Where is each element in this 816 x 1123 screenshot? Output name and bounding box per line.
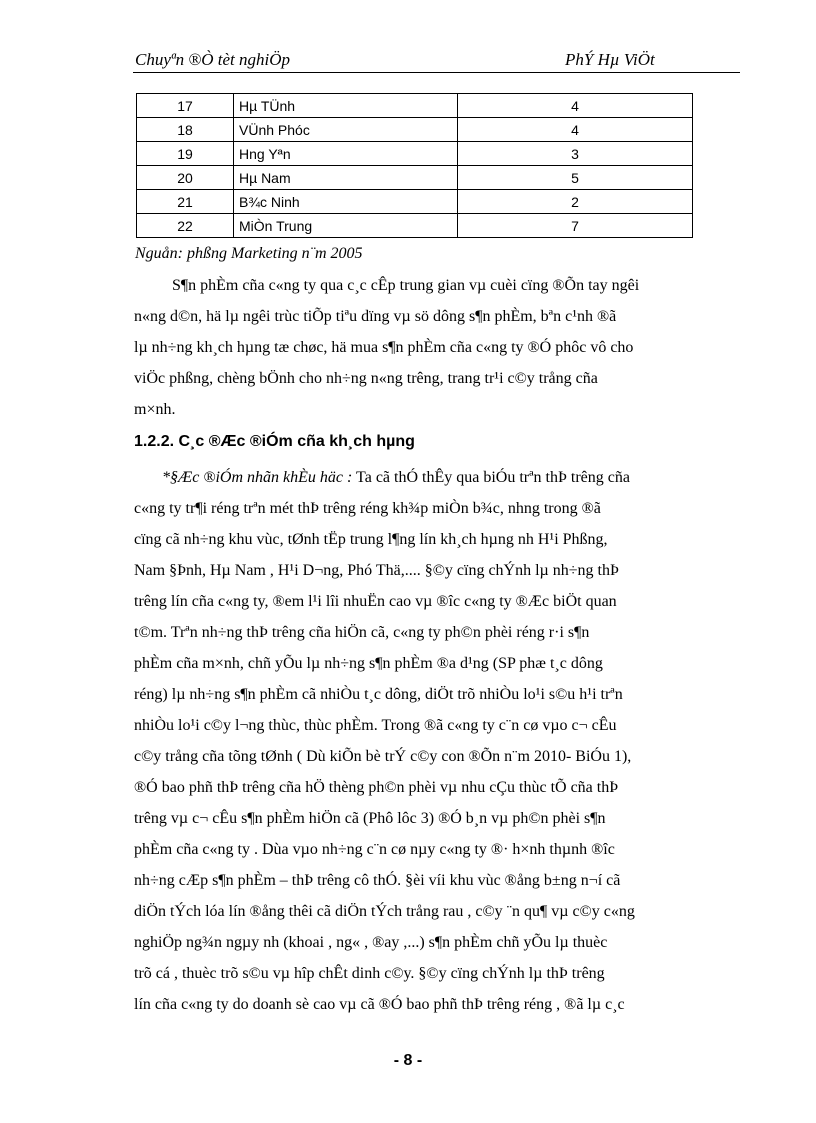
row-number: 18 bbox=[137, 118, 234, 142]
row-number: 17 bbox=[137, 94, 234, 118]
paragraph-line: trõ cá , thuèc trõ s©u vµ hîp chÊt dinh c©y. §©y cïng chÝnh lµ thÞ trêng bbox=[134, 965, 605, 982]
row-number: 19 bbox=[137, 142, 234, 166]
paragraph-line: diÖn tÝch lóa lín ®ång thêi cã diÖn tÝch trång rau , c©y ¨n qu¶ vµ c©y c«ng bbox=[134, 903, 635, 920]
row-name: Hµ TÜnh bbox=[234, 94, 458, 118]
paragraph-line: c©y trång cña tõng tØnh ( Dù kiÕn bè trÝ c©y con ®Õn n¨m 2010- BiÓu 1), bbox=[134, 748, 632, 765]
paragraph-customers bbox=[134, 270, 740, 425]
header-left-title: Chuyªn ®Ò tèt nghiÖp bbox=[135, 50, 291, 69]
row-value: 2 bbox=[458, 190, 693, 214]
paragraph-line bbox=[134, 462, 740, 493]
paragraph-line: phÈm cña c«ng ty . Dùa vµo nh÷ng c¨n cø nµy c«ng ty ®· h×nh thµnh ®îc bbox=[134, 841, 615, 858]
paragraph-line: viÖc phßng, chèng bÖnh cho nh÷ng n«ng trêng, trang tr¹i c©y trång cña bbox=[134, 370, 598, 387]
page-number: - 8 - bbox=[393, 1052, 423, 1069]
table-row bbox=[137, 142, 693, 166]
paragraph-line: réng) lµ nh÷ng s¶n phÈm cã nhiÒu t¸c dông, diÖt trõ nhiÒu lo¹i s©u h¹i trªn bbox=[134, 686, 623, 703]
province-table bbox=[136, 93, 693, 238]
row-value: 4 bbox=[458, 118, 693, 142]
paragraph-line: t©m. Trªn nh÷ng thÞ trêng cña hiÖn cã, c«ng ty ph©n phèi réng r·i s¶n bbox=[134, 624, 590, 641]
table-row bbox=[137, 214, 693, 238]
table-row bbox=[137, 94, 693, 118]
row-number: 20 bbox=[137, 166, 234, 190]
paragraph-line: trêng lín cña c«ng ty, ®em l¹i lîi nhuËn cao vµ ®îc c«ng ty ®Æc biÖt quan bbox=[134, 593, 617, 610]
row-name: Hng Yªn bbox=[234, 142, 458, 166]
row-value: 3 bbox=[458, 142, 693, 166]
row-name: MiÒn Trung bbox=[234, 214, 458, 238]
row-number: 21 bbox=[137, 190, 234, 214]
row-number: 22 bbox=[137, 214, 234, 238]
table-row bbox=[137, 118, 693, 142]
demographics-lead: *§Æc ®iÓm nhãn khÈu häc : bbox=[162, 469, 353, 486]
paragraph-line: lµ nh÷ng kh¸ch hµng tæ chøc, hä mua s¶n phÈm cña c«ng ty ®Ó phôc vô cho bbox=[134, 339, 634, 356]
paragraph-line: trêng vµ c¬ cÊu s¶n phÈm hiÖn cã (Phô lôc 3) ®Ó b¸n vµ ph©n phèi s¶n bbox=[134, 810, 606, 827]
table-row bbox=[137, 190, 693, 214]
section-heading: 1.2.2. C¸c ®Æc ®iÓm cña kh¸ch hµng bbox=[134, 433, 415, 450]
row-name: Hµ Nam bbox=[234, 166, 458, 190]
page-header bbox=[133, 46, 740, 73]
row-name: VÜnh Phóc bbox=[234, 118, 458, 142]
paragraph-line: nghiÖp ng¾n ngµy nh (khoai , ng« , ®ay ,...) s¶n phÈm chñ yÕu lµ thuèc bbox=[134, 934, 608, 951]
row-name: B¾c Ninh bbox=[234, 190, 458, 214]
paragraph-line: m×nh. bbox=[134, 401, 176, 418]
table-row bbox=[137, 166, 693, 190]
paragraph-line: S¶n phÈm cña c«ng ty qua c¸c cÊp trung gian vµ cuèi cïng ®Õn tay ngêi bbox=[172, 277, 640, 294]
paragraph-demographics bbox=[134, 462, 740, 1020]
header-right-author: PhÝ Hµ ViÖt bbox=[565, 50, 655, 69]
row-value: 7 bbox=[458, 214, 693, 238]
paragraph-line: nhiÒu lo¹i c©y l¬ng thùc, thùc phÈm. Trong ®ã c«ng ty c¨n cø vµo c¬ cÊu bbox=[134, 717, 617, 734]
row-value: 5 bbox=[458, 166, 693, 190]
table-source-note: Nguån: phßng Marketing n¨m 2005 bbox=[135, 245, 363, 262]
row-value: 4 bbox=[458, 94, 693, 118]
paragraph-line: lín cña c«ng ty do doanh sè cao vµ cã ®Ó bao phñ thÞ trêng réng , ®ã lµ c¸c bbox=[134, 996, 625, 1013]
paragraph-line: n«ng d©n, hä lµ ngêi trùc tiÕp tiªu dïng vµ sö dông s¶n phÈm, bªn c¹nh ®ã bbox=[134, 308, 617, 325]
paragraph-line: nh÷ng cÆp s¶n phÈm – thÞ trêng cô thÓ. §èi víi khu vùc ®ång b±ng n¬í cã bbox=[134, 872, 621, 889]
paragraph-line: Nam §Þnh, Hµ Nam , H¹i D¬ng, Phó Thä,.... §©y cïng chÝnh lµ nh÷ng thÞ bbox=[134, 562, 619, 579]
demographics-lead-rest: Ta cã thÓ thÊy qua biÓu trªn thÞ trêng cña bbox=[352, 469, 630, 486]
paragraph-line: ®Ó bao phñ thÞ trêng cña hÖ thèng ph©n phèi vµ nhu cÇu thùc tÕ cña thÞ bbox=[134, 779, 619, 796]
paragraph-line: phÈm cña m×nh, chñ yÕu lµ nh÷ng s¶n phÈm ®a d¹ng (SP phæ t¸c dông bbox=[134, 655, 603, 672]
paragraph-line: cïng cã nh÷ng khu vùc, tØnh tËp trung l¶ng lín kh¸ch hµng nh H¹i Phßng, bbox=[134, 531, 608, 548]
paragraph-line: c«ng ty tr¶i réng trªn mét thÞ trêng réng kh¾p miÒn b¾c, nhng trong ®ã bbox=[134, 500, 601, 517]
